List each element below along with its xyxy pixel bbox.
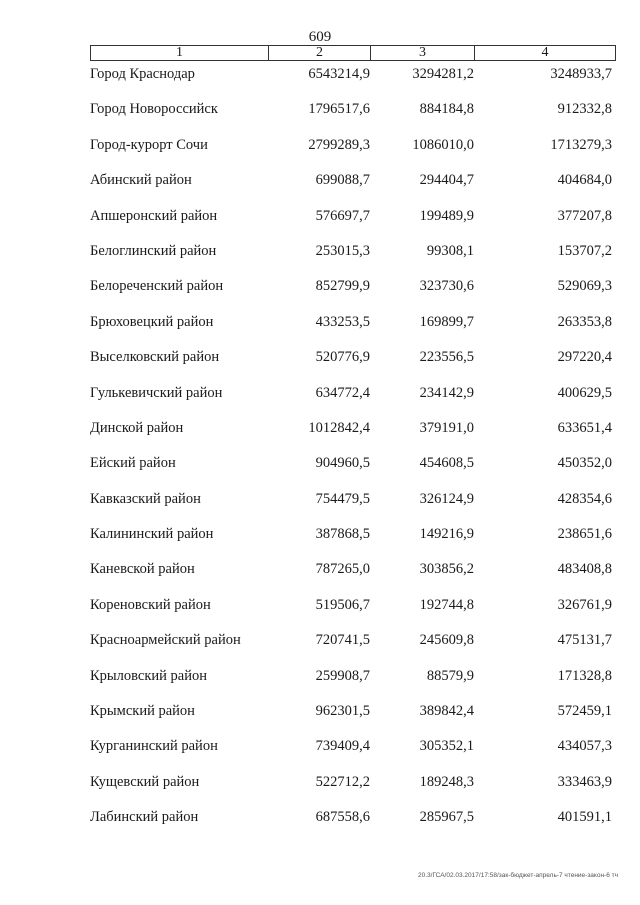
region-name: Брюховецкий район: [90, 313, 214, 330]
value-col-2: 720741,5: [315, 632, 370, 649]
table-row: [0, 137, 640, 172]
value-col-3: 169899,7: [419, 313, 474, 330]
region-name: Крымский район: [90, 703, 195, 720]
value-col-2: 1012842,4: [308, 419, 370, 436]
value-col-3: 99308,1: [426, 242, 474, 259]
region-name: Апшеронский район: [90, 207, 218, 224]
value-col-3: 326124,9: [419, 490, 474, 507]
value-col-2: 2799289,3: [308, 136, 370, 153]
table-row: [0, 561, 640, 596]
region-name: Белореченский район: [90, 278, 224, 295]
value-col-2: 576697,7: [315, 207, 370, 224]
value-col-4: 529069,3: [557, 278, 612, 295]
value-col-4: 263353,8: [557, 313, 612, 330]
region-name: Выселковский район: [90, 349, 220, 366]
table-header: [90, 45, 616, 61]
value-col-4: 912332,8: [557, 101, 612, 118]
region-name: Лабинский район: [90, 809, 199, 826]
value-col-3: 88579,9: [426, 667, 474, 684]
value-col-4: 633651,4: [557, 419, 612, 436]
value-col-4: 475131,7: [557, 632, 612, 649]
value-col-2: 962301,5: [315, 703, 370, 720]
value-col-4: 434057,3: [557, 738, 612, 755]
value-col-4: 483408,8: [557, 561, 612, 578]
table-row: [0, 385, 640, 420]
value-col-3: 285967,5: [419, 809, 474, 826]
table-body: [0, 66, 640, 845]
value-col-2: 754479,5: [315, 490, 370, 507]
value-col-3: 189248,3: [419, 773, 474, 790]
region-name: Каневской район: [90, 561, 195, 578]
value-col-2: 522712,2: [315, 773, 370, 790]
table-row: [0, 66, 640, 101]
value-col-2: 904960,5: [315, 455, 370, 472]
value-col-4: 238651,6: [557, 526, 612, 543]
value-col-4: 1713279,3: [550, 136, 612, 153]
region-name: Кущевский район: [90, 773, 200, 790]
value-col-3: 149216,9: [419, 526, 474, 543]
region-name: Крыловский район: [90, 667, 207, 684]
value-col-2: 433253,5: [315, 313, 370, 330]
region-name: Белоглинский район: [90, 242, 217, 259]
value-col-3: 234142,9: [419, 384, 474, 401]
table-row: [0, 809, 640, 844]
value-col-3: 199489,9: [419, 207, 474, 224]
value-col-3: 245609,8: [419, 632, 474, 649]
region-name: Кавказский район: [90, 490, 201, 507]
region-name: Город Новороссийск: [90, 101, 218, 118]
header-col-3: 3: [371, 46, 475, 60]
value-col-4: 401591,1: [557, 809, 612, 826]
value-col-2: 787265,0: [315, 561, 370, 578]
region-name: Курганинский район: [90, 738, 218, 755]
value-col-3: 223556,5: [419, 349, 474, 366]
value-col-4: 3248933,7: [550, 66, 612, 82]
region-name: Абинский район: [90, 172, 192, 189]
region-name: Гулькевичский район: [90, 384, 223, 401]
region-name: Калининский район: [90, 526, 214, 543]
value-col-3: 389842,4: [419, 703, 474, 720]
table-row: [0, 491, 640, 526]
value-col-2: 739409,4: [315, 738, 370, 755]
value-col-3: 323730,6: [419, 278, 474, 295]
table-row: [0, 208, 640, 243]
value-col-4: 428354,6: [557, 490, 612, 507]
table-row: [0, 101, 640, 136]
region-name: Город Краснодар: [90, 66, 195, 82]
value-col-2: 634772,4: [315, 384, 370, 401]
value-col-2: 687558,6: [315, 809, 370, 826]
table-row: [0, 420, 640, 455]
region-name: Кореновский район: [90, 596, 211, 613]
value-col-3: 884184,8: [419, 101, 474, 118]
value-col-3: 3294281,2: [412, 66, 474, 82]
table-row: [0, 703, 640, 738]
value-col-2: 6543214,9: [308, 66, 370, 82]
value-col-3: 305352,1: [419, 738, 474, 755]
header-col-1: 1: [91, 46, 269, 60]
value-col-2: 1796517,6: [308, 101, 370, 118]
value-col-2: 852799,9: [315, 278, 370, 295]
table-row: [0, 243, 640, 278]
value-col-3: 192744,8: [419, 596, 474, 613]
value-col-2: 253015,3: [315, 242, 370, 259]
value-col-4: 377207,8: [557, 207, 612, 224]
footer-note: 20.3/ГСА/02.03.2017/17:58/зак-бюджет-апрель-7 чтение-закон-6 тч: [417, 872, 618, 879]
table-row: [0, 668, 640, 703]
value-col-4: 326761,9: [557, 596, 612, 613]
value-col-4: 333463,9: [557, 773, 612, 790]
table-row: [0, 526, 640, 561]
region-name: Красноармейский район: [90, 632, 241, 649]
value-col-4: 297220,4: [557, 349, 612, 366]
value-col-2: 259908,7: [315, 667, 370, 684]
value-col-2: 520776,9: [315, 349, 370, 366]
table-row: [0, 314, 640, 349]
value-col-2: 519506,7: [315, 596, 370, 613]
value-col-2: 387868,5: [315, 526, 370, 543]
table-row: [0, 278, 640, 313]
page-number: 609: [308, 29, 332, 45]
region-name: Город-курорт Сочи: [90, 136, 208, 153]
value-col-4: 400629,5: [557, 384, 612, 401]
region-name: Ейский район: [90, 455, 176, 472]
value-col-4: 450352,0: [557, 455, 612, 472]
value-col-2: 699088,7: [315, 172, 370, 189]
header-col-4: 4: [541, 45, 549, 60]
value-col-4: 404684,0: [557, 172, 612, 189]
table-row: [0, 738, 640, 773]
header-col-2: 2: [269, 46, 371, 60]
region-name: Динской район: [90, 419, 184, 436]
table-row: [0, 632, 640, 667]
value-col-4: 153707,2: [557, 242, 612, 259]
table-row: [0, 774, 640, 809]
value-col-4: 572459,1: [557, 703, 612, 720]
table-row: [0, 349, 640, 384]
value-col-3: 1086010,0: [412, 136, 474, 153]
table-row: [0, 455, 640, 490]
table-row: [0, 172, 640, 207]
value-col-3: 303856,2: [419, 561, 474, 578]
value-col-3: 454608,5: [419, 455, 474, 472]
value-col-3: 294404,7: [419, 172, 474, 189]
value-col-4: 171328,8: [557, 667, 612, 684]
value-col-3: 379191,0: [419, 419, 474, 436]
table-row: [0, 597, 640, 632]
